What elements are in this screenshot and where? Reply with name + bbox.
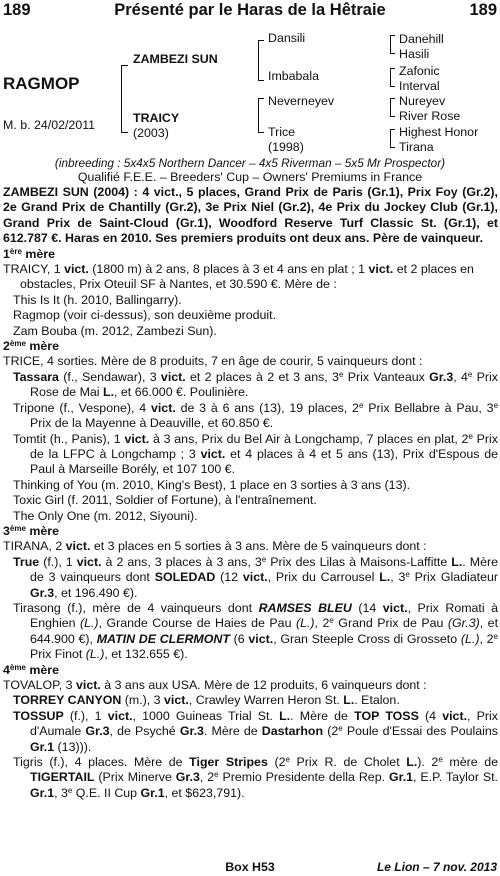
gen4-name: Tirana [399,140,434,154]
bracket-tick [258,98,264,99]
produce-true: True (f.), 1 vict. à 2 ans, 3 places à 3 ans, 3e Prix des Lilas à Maisons-Laffitte L.. Mère de 3 vainqueurs dont SOLEDAD (12 vict., Prix du Carrousel L., 3e Prix Gladiateur Gr.3, et 196.490 €). [13,554,498,600]
produce-tirasong: Tirasong (f.), mère de 4 vainqueurs dont RAMSES BLEU (14 vict., Prix Romati à Enghien (L.), Grande Course de Haies de Pau (L.), 2e Grand Prix de Pau (Gr.3), et 644.900 €), MATIN DE CLERMONT (6 vict., Gran Steeple Cross di Grosseto (L.), 2e Prix Finot (L.), et 132.655 €). [13,600,499,662]
produce-tigris: Tigris (f.), 4 places. Mère de Tiger Stripes (2e Prix R. de Cholet L.). 2e mère de TIGERTAIL (Prix Minerve Gr.3, 2e Premio Presidente della Rep. Gr.1, E.P. Taylor St. Gr.1, 3e Q.E. II Cup Gr.1, et $623,791). [13,755,498,800]
bracket-tick [390,53,395,54]
produce-tomtit: Tomtit (h., Panis), 1 vict. à 3 ans, Prix du Bel Air à Longchamp, 7 places en plat, 2e Prix de la LFPC à Longchamp ; 3 vict. et 4 places à 4 et 5 ans (13), Prix d'Espous de Paul à Marseille Borély, et 107 100 €. [13,431,498,477]
sire-summary: ZAMBEZI SUN (2004) : 4 vict., 5 places, Grand Prix de Paris (Gr.1), Prix Foy (Gr.2), 2e Grand Prix de Chantilly (Gr.2), 3e Prix Niel (Gr.2), 4e Prix du Jockey Club (Gr.1), Grand Prix de Saint-Cloud (Gr.1), Woodford Reserve Turf Classic St. (Gr.1), et 612.787 €. Haras en 2010. Ses premiers produits ont deux ans. Père de vainqueur. [3,185,498,246]
fourth-dam-heading: 4ème mère [3,662,59,677]
inbreeding-note: (inbreeding : 5x4x5 Northern Dancer – 4x5 Riverman – 5x5 Mr Prospector) [54,156,446,170]
second-dam-record: TRICE, 4 sorties. Mère de 8 produits, 7 en âge de courir, 5 vainqueurs dont : [3,354,423,369]
produce-item: Ragmop (voir ci-dessus), son deuxième produit. [13,308,277,323]
produce-item: Thinking of You (m. 2010, King's Best), 1 place en 3 sorties à 3 ans (13). [13,477,411,492]
gen3-sire-dam: Imbabala [268,69,319,83]
fourth-dam-record: TOVALOP, 3 vict. à 3 ans aux USA. Mère de 12 produits, 6 vainqueurs dont : [3,678,427,692]
bracket-gen4 [390,129,391,147]
gen4-name: Danehill [399,32,444,46]
sire-name: ZAMBEZI SUN [133,52,218,66]
bracket-dam [258,98,259,132]
dam-year: (2003) [133,126,169,140]
bracket-tick [258,40,264,41]
gen4-name: River Rose [399,109,461,123]
bracket-sire [258,40,259,80]
bracket-tick [390,98,395,99]
bracket-tick [258,80,264,81]
bracket-tick [390,86,395,87]
bracket-tick [390,35,395,36]
produce-item: The Only One (m. 2012, Siyouni). [13,508,198,523]
bracket-gen4 [390,98,391,116]
bracket-tick [390,116,395,117]
catalog-text [3,185,498,801]
first-dam-record: TRAICY, 1 vict. (1800 m) à 2 ans, 8 places à 3 et 4 ans en plat ; 1 vict. et 2 places en obstacles, Prix Oteuil SF à Nantes, et 30.590 €. Mère de : [3,262,474,292]
qualification-note: Qualifié F.E.E. – Breeders' Cup – Owners' Premiums in France [77,170,423,184]
gen3-sire-sire: Dansili [268,31,306,45]
gen4-name: Interval [399,79,440,93]
page-title: Présenté par le Haras de la Hêtraie [114,1,386,19]
trice-year: (1998) [268,140,304,154]
gen4-name: Zafonic [399,64,440,78]
lot-number-right: 189 [469,1,497,19]
birth-info: M. b. 24/02/2011 [3,118,96,132]
second-dam-heading: 2ème mère [3,339,59,354]
bracket-gen4 [390,68,391,86]
bracket-tick [390,129,395,130]
bracket-tick [258,132,264,133]
produce-tassara: Tassara (f., Sendawar), 3 vict. et 2 places à 2 et 3 ans, 3e Prix Vanteaux Gr.3, 4e Prix Rose de Mai L., et 66.000 €. Poulinière. [13,369,498,400]
bracket-gen4 [390,35,391,53]
bracket-tick [121,132,128,133]
sale-info: Le Lion – 7 nov. 2013 [376,860,497,874]
gen4-name: Hasili [399,47,430,61]
gen4-name: Highest Honor [399,125,479,139]
gen3-dam-dam: Trice [268,125,296,139]
dam-name: TRAICY [133,111,180,125]
produce-item: This Is It (h. 2010, Ballingarry). [13,292,182,307]
produce-item: Zam Bouba (m. 2012, Zambezi Sun). [13,323,217,338]
bracket-gen1 [121,65,122,132]
third-dam-record: TIRANA, 2 vict. et 3 places en 5 sorties à 3 ans. Mère de 5 vainqueurs dont : [3,539,427,554]
box-number: Box H53 [225,860,275,874]
produce-torrey-canyon: TORREY CANYON (m.), 3 vict., Crawley Warren Heron St. L.. Etalon. [13,693,400,708]
bracket-tick [390,147,395,148]
gen3-dam-sire: Neverneyev [268,94,335,108]
gen4-name: Nureyev [399,94,446,108]
third-dam-heading: 3ème mère [3,523,59,538]
horse-name: RAGMOP [3,74,80,93]
lot-number-left: 189 [3,1,31,19]
bracket-tick [390,68,395,69]
first-dam-heading: 1ère mère [3,246,55,261]
produce-item: Toxic Girl (f. 2011, Soldier of Fortune), à l'entraînement. [13,493,317,508]
bracket-tick [121,65,128,66]
produce-tossup: TOSSUP (f.), 1 vict., 1000 Guineas Trial St. L.. Mère de TOP TOSS (4 vict., Prix d'Aumale Gr.3, de Psyché Gr.3. Mère de Dastarhon (2e Poule d'Essai des Poulains Gr.1 (13))). [13,708,498,754]
produce-tripone: Tripone (f., Vespone), 4 vict. de 3 à 6 ans (13), 19 places, 2e Prix Bellabre à Pau, 3e Prix de la Mayenne à Deauville, et 60.850 €. [13,400,499,431]
